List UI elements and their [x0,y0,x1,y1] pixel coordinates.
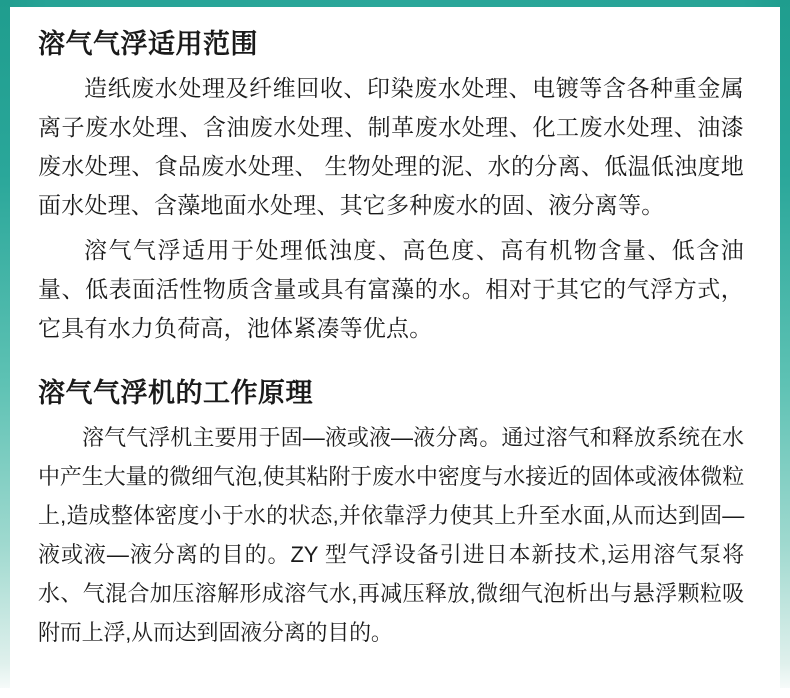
frame-border-bottom [0,688,790,698]
section-title-scope: 溶气气浮适用范围 [38,29,258,59]
section-scope-paragraph-1: 造纸废水处理及纤维回收、印染废水处理、电镀等含各种重金属离子废水处理、含油废水处理、制革废水处理、化工废水处理、油漆废水处理、食品废水处理、 生物处理的泥、水的分离、低温低浊度地面水处理、含藻地面水处理、其它多种废水的固、液分离等。 [38,75,744,218]
section-title-principle: 溶气气浮机的工作原理 [38,378,313,408]
frame-border-left [0,0,10,698]
document-content [10,7,780,688]
frame-border-top [0,0,790,7]
section-scope-paragraph-2: 溶气气浮适用于处理低浊度、高色度、高有机物含量、低含油量、低表面活性物质含量或具有富藻的水。相对于其它的气浮方式，它具有水力负荷高，池体紧凑等优点。 [38,237,744,341]
section-principle-paragraph-1: 溶气气浮机主要用于固—液或液—液分离。通过溶气和释放系统在水中产生大量的微细气泡,使其粘附于废水中密度与水接近的固体或液体微粒上,造成整体密度小于水的状态,并依靠浮力使其上升至水面,从而达到固—液或液—液分离的目的。ZY 型气浮设备引进日本新技术,运用溶气泵将水、气混合加压溶解形成溶气水,再减压释放,微细气泡析出与悬浮颗粒吸附而上浮,从而达到固液分离的目的。 [38,425,744,645]
frame-border-right [780,0,790,698]
